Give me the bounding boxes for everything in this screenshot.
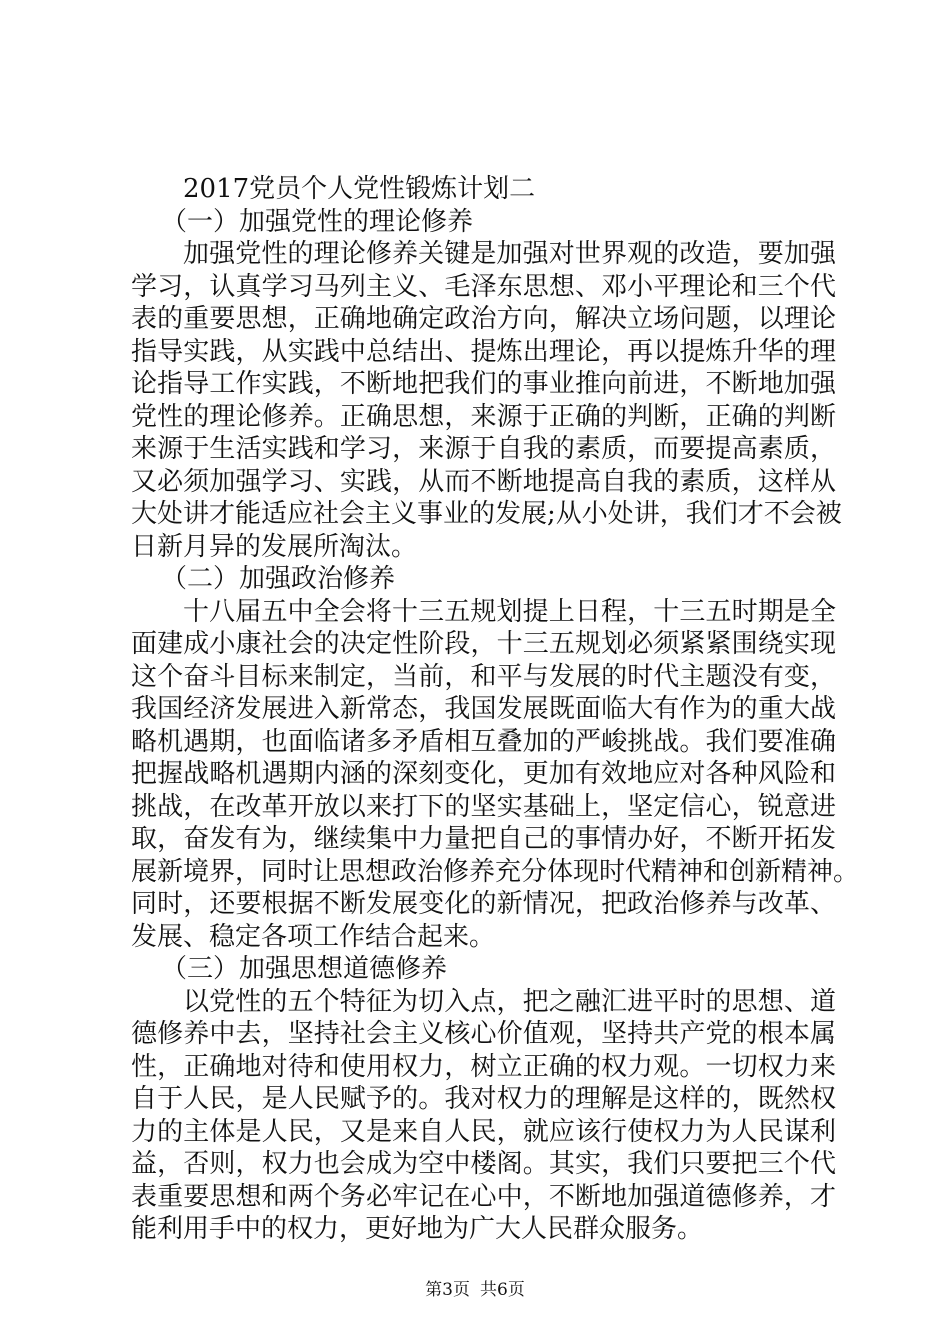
paragraph-line: 发展、稳定各项工作结合起来。: [131, 921, 496, 952]
paragraph-line: 展新境界，同时让思想政治修养充分体现时代精神和创新精神。: [131, 856, 860, 887]
paragraph-line: 性，正确地对待和使用权力，树立正确的权力观。一切权力来: [131, 1051, 836, 1082]
page-total: 共6页: [480, 1280, 525, 1300]
paragraph-line: 这个奋斗目标来制定，当前，和平与发展的时代主题没有变，: [131, 661, 836, 692]
section-heading: （一）加强党性的理论修养: [161, 206, 474, 237]
paragraph-line: 表的重要思想，正确地确定政治方向，解决立场问题，以理论: [131, 304, 836, 334]
paragraph-line: 面建成小康社会的决定性阶段，十三五规划必须紧紧围绕实现: [131, 629, 836, 659]
paragraph-line: 来源于生活实践和学习，来源于自我的素质，而要提高素质，: [131, 434, 836, 464]
paragraph-line: 又必须加强学习、实践，从而不断地提高自我的素质，这样从: [131, 466, 836, 497]
paragraph-line: 以党性的五个特征为切入点，把之融汇进平时的思想、道: [183, 986, 836, 1017]
section-heading: （二）加强政治修养: [161, 564, 396, 594]
paragraph-line: 益，否则，权力也会成为空中楼阁。其实，我们只要把三个代: [131, 1149, 836, 1179]
paragraph-line: 表重要思想和两个务必牢记在心中，不断地加强道德修养，才: [131, 1181, 836, 1212]
paragraph-line: 同时，还要根据不断发展变化的新情况，把政治修养与改革、: [131, 889, 836, 919]
paragraph-line: 略机遇期，也面临诸多矛盾相互叠加的严峻挑战。我们要准确: [131, 726, 836, 757]
paragraph-line: 自于人民，是人民赋予的。我对权力的理解是这样的，既然权: [131, 1084, 836, 1114]
page-number: 第3页: [425, 1280, 470, 1300]
paragraph-line: 论指导工作实践，不断地把我们的事业推向前进，不断地加强: [131, 369, 836, 399]
paragraph-line: 指导实践，从实践中总结出、提炼出理论，再以提炼升华的理: [131, 336, 836, 367]
paragraph-line: 挑战，在改革开放以来打下的坚实基础上，坚定信心，锐意进: [131, 791, 836, 822]
paragraph-line: 我国经济发展进入新常态，我国发展既面临大有作为的重大战: [131, 694, 836, 724]
paragraph-line: 把握战略机遇期内涵的深刻变化，更加有效地应对各种风险和: [131, 759, 836, 789]
paragraph-line: 党性的理论修养。正确思想，来源于正确的判断，正确的判断: [131, 401, 836, 432]
page-footer: [0, 1280, 950, 1300]
document-body: [131, 173, 860, 1246]
paragraph-line: 十八届五中全会将十三五规划提上日程，十三五时期是全: [183, 596, 836, 627]
paragraph-line: 学习，认真学习马列主义、毛泽东思想、邓小平理论和三个代: [131, 271, 836, 302]
paragraph-line: 加强党性的理论修养关键是加强对世界观的改造，要加强: [183, 239, 836, 269]
section-heading: （三）加强思想道德修养: [161, 954, 448, 984]
document-title: 2017党员个人党性锻炼计划二: [183, 174, 536, 204]
paragraph-line: 取，奋发有为，继续集中力量把自己的事情办好，不断开拓发: [131, 824, 836, 854]
paragraph-line: 大处讲才能适应社会主义事业的发展;从小处讲，我们才不会被: [131, 499, 842, 529]
paragraph-line: 力的主体是人民，又是来自人民，就应该行使权力为人民谋利: [131, 1116, 836, 1147]
paragraph-line: 能利用手中的权力，更好地为广大人民群众服务。: [131, 1214, 704, 1244]
paragraph-line: 日新月异的发展所淘汰。: [131, 531, 418, 562]
paragraph-line: 德修养中去，坚持社会主义核心价值观，坚持共产党的根本属: [131, 1019, 836, 1049]
